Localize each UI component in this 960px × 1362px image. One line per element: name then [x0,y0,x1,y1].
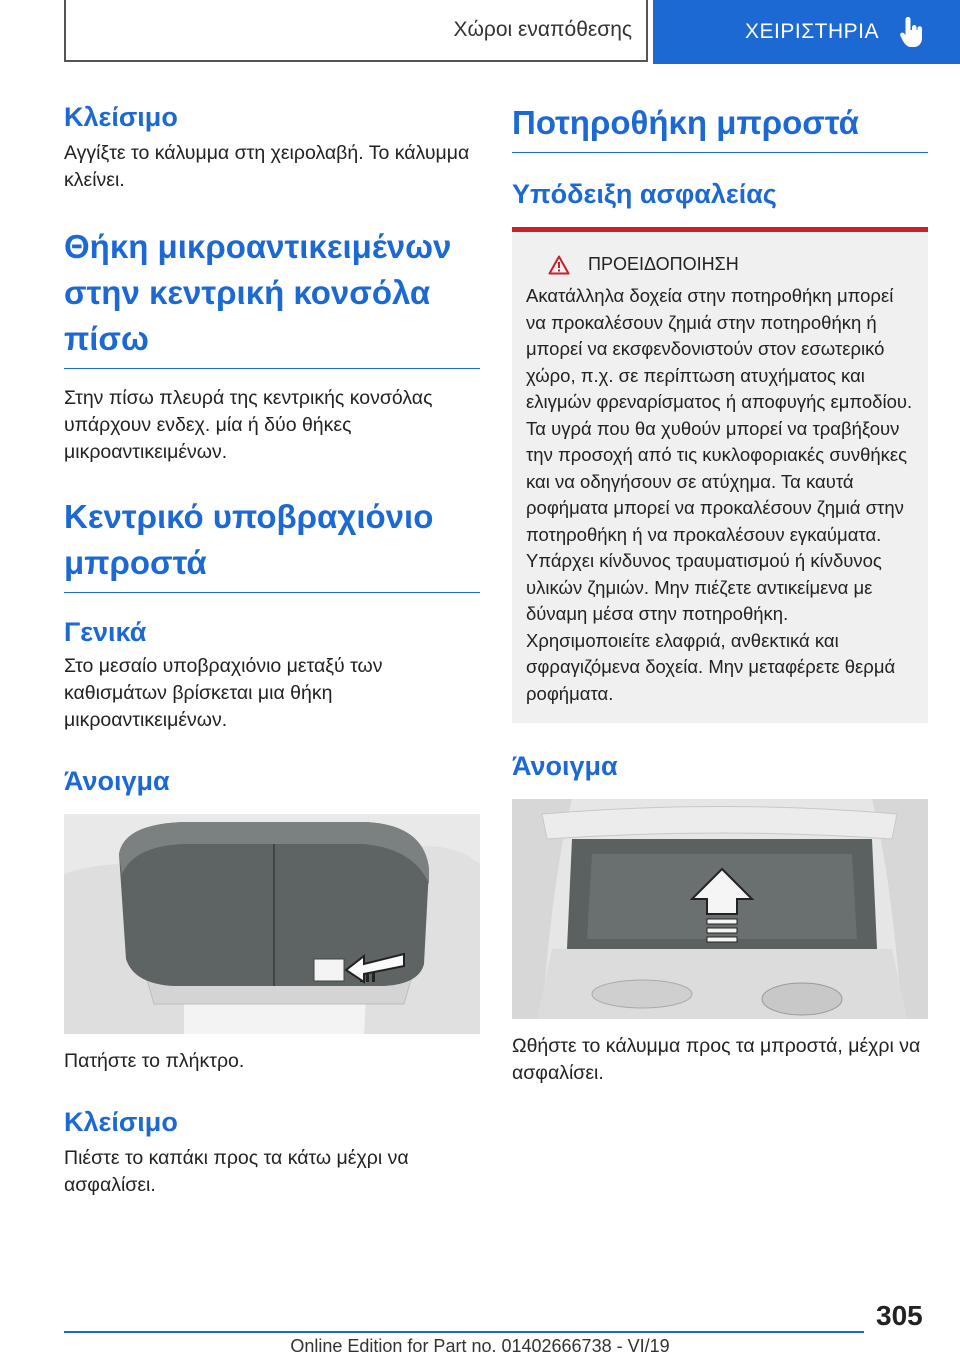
warning-box [512,227,928,723]
safety-heading: Υπόδειξη ασφαλείας [512,179,777,209]
opening-heading: Άνοιγμα [64,766,170,796]
warning-label: ΠΡΟΕΙΔΟΠΟΙΗΣΗ [588,254,739,274]
closing-heading: Κλείσιμο [64,102,178,132]
rear-console-storage-text: Στην πίσω πλευρά της κεντρικής κονσόλας υπάρχουν ενδεχ. μία ή δύο θήκες μικροαντικειμένων. [64,387,433,463]
right-column [512,100,928,1087]
footer-divider [64,1331,864,1333]
hand-pointer-icon [899,15,925,49]
cupholder-opening-caption: Ωθήστε το κάλυμμα προς τα μπροστά, μέχρι να ασφαλίσει. [512,1035,921,1084]
header-chapter[interactable] [653,0,960,64]
closing2-heading: Κλείσιμο [64,1107,178,1137]
page-number: 305 [876,1300,923,1331]
front-armrest-heading: Κεντρικό υποβραχιόνιο μπροστά [64,494,480,593]
left-column [64,100,480,1199]
warning-header [526,254,916,275]
closing-text: Αγγίξτε το κάλυμμα στη χειρολαβή. Το κάλυμμα κλείνει. [64,142,470,191]
warning-triangle-icon [548,255,570,275]
warning-text: Ακατάλληλα δοχεία στην ποτηροθήκη μπορεί να προκαλέσουν ζημιά στην ποτηροθήκη ή μπορεί να εκσφενδονιστούν στον εσωτερικό χώρο, π.χ. σε περίπτωση ατυχήματος και ελιγμών φρεναρίσματος ή αποφυγής εμποδίου. Τα υγρά που θα χυθούν μπορεί να τραβήξουν την προσοχή από τις κυκλοφοριακές συνθήκες και να οδηγήσουν σε ατύχημα. Τα καυτά ροφήματα μπορεί να προκαλέσουν ζημιά στην ποτηροθήκη ή να προκαλέσουν εγκαύματα. Υπάρχει κίνδυνος τραυματισμού ή κίνδυνος υλικών ζημιών. Μην πιέζετε αντικείμενα με δύναμη μέσα στην ποτηροθήκη. Χρησιμοποιείτε ελαφριά, ανθεκτικά και σφραγιζόμενα δοχεία. Μην μεταφέρετε θερμά ροφήματα. [526,285,913,704]
header-section-title: Χώροι εναπόθεσης [453,18,632,41]
opening-caption: Πατήστε το πλήκτρο. [64,1050,245,1072]
header-section [64,0,648,62]
cupholder-heading: Ποτηροθήκη μπροστά [512,100,928,153]
cupholder-figure [512,799,928,1019]
closing2-text: Πιέστε το καπάκι προς τα κάτω μέχρι να ασφαλίσει. [64,1147,409,1196]
general-heading: Γενικά [64,617,147,647]
footer-edition: Online Edition for Part no. 01402666738 - VI/19 [290,1336,670,1356]
rear-console-storage-heading: Θήκη μικροαντικειμένων στην κεντρική κονσόλα πίσω [64,224,480,369]
armrest-figure [64,814,480,1034]
header-chapter-title: ΧΕΙΡΙΣΤΗΡΙΑ [745,20,880,43]
cupholder-opening-heading: Άνοιγμα [512,751,618,781]
general-text: Στο μεσαίο υποβραχιόνιο μεταξύ των καθισμάτων βρίσκεται μια θήκη μικροαντικειμένων. [64,655,383,731]
